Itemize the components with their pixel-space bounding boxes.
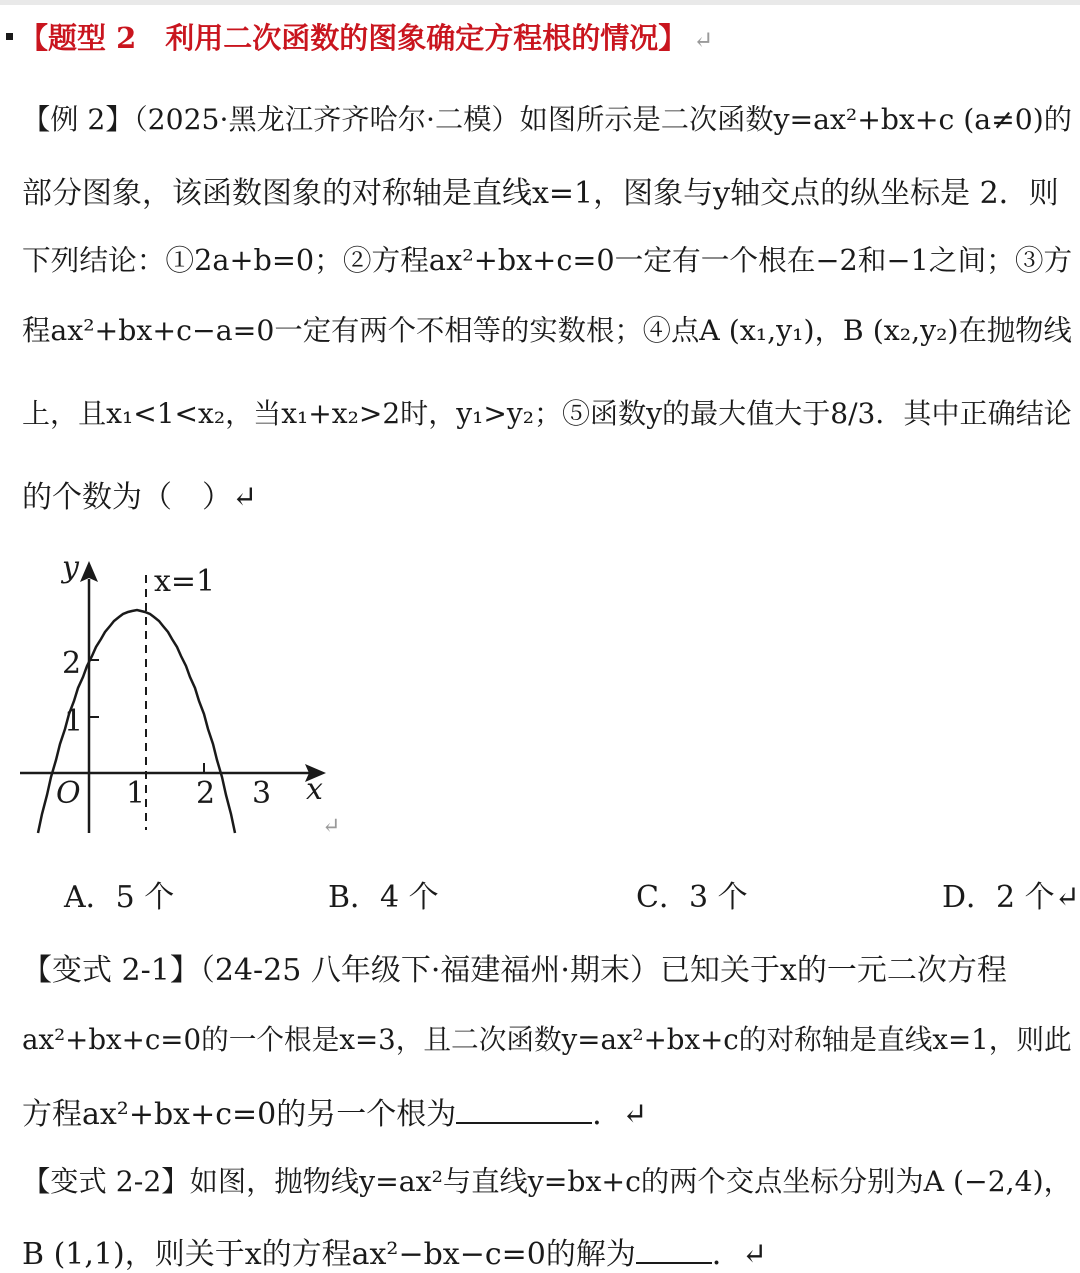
bullet-square-icon: [6, 33, 13, 40]
example-line-3: 下列结论：①2a+b=0；②方程ax²+bx+c=0一定有一个根在−2和−1之间；③方: [22, 243, 1073, 277]
top-border: [0, 0, 1080, 5]
variant-2-2-line-1: 【变式 2-2】如图，抛物线y=ax²与直线y=bx+c的两个交点坐标分别为A (−2,4)，: [22, 1165, 1072, 1198]
axis-of-symmetry-label: x=1: [154, 564, 216, 599]
section-heading: [6, 16, 713, 57]
example-line-2: 部分图象，该函数图象的对称轴是直线x=1，图象与y轴交点的纵坐标是 2．则: [22, 176, 1059, 211]
variant-2-2-line-2-end: ．↵: [711, 1237, 768, 1272]
option-d[interactable]: D．2 个↵: [942, 880, 1080, 915]
variant-2-1-line-1: 【变式 2-1】（24-25 八年级下·福建福州·期末）已知关于x的一元二次方程: [22, 953, 1007, 988]
y-axis-label: y: [62, 555, 79, 585]
example-line-6: 的个数为（ ）↵: [22, 480, 258, 515]
variant-2-2-line-2-text: B (1,1)，则关于x的方程ax²−bx−c=0的解为: [22, 1237, 636, 1272]
variant-2-1-line-3-end: ．↵: [592, 1097, 648, 1132]
x-tick-label-3: 3: [252, 776, 272, 811]
option-b[interactable]: B．4 个: [328, 880, 439, 915]
answer-blank-2-2[interactable]: [636, 1234, 712, 1264]
x-axis-label: x: [306, 772, 323, 807]
origin-label: O: [56, 776, 81, 811]
heading-text: 【题型 2 利用二次函数的图象确定方程根的情况】: [19, 21, 688, 55]
variant-2-2-line-2: [22, 1229, 767, 1273]
y-tick-label-2: 2: [62, 646, 82, 681]
y-axis-arrow-icon: [80, 561, 98, 582]
x-tick-label-1: 1: [126, 776, 146, 811]
variant-2-1-line-3: [22, 1089, 647, 1133]
variant-2-1-line-3-text: 方程ax²+bx+c=0的另一个根为: [22, 1097, 457, 1132]
y-tick-label-1: 1: [64, 704, 84, 739]
variant-2-1-line-2: ax²+bx+c=0的一个根是x=3，且二次函数y=ax²+bx+c的对称轴是直线x=1，则此: [22, 1023, 1072, 1056]
example-line-1: 【例 2】（2025·黑龙江齐齐哈尔·二模）如图所示是二次函数y=ax²+bx+c (a≠0)的: [22, 103, 1072, 136]
example-line-5: 上，且x₁<1<x₂，当x₁+x₂>2时，y₁>y₂；⑤函数y的最大值大于8/3．其中正确结论: [22, 397, 1072, 430]
option-a[interactable]: A．5 个: [64, 880, 175, 915]
option-c[interactable]: C．3 个: [636, 880, 748, 915]
graph-return-mark: ↵: [322, 814, 341, 839]
parabola-graph: [14, 555, 344, 855]
x-tick-label-2: 2: [196, 776, 216, 811]
heading-return-mark: ↵: [693, 26, 714, 54]
example-line-4: 程ax²+bx+c−a=0一定有两个不相等的实数根；④点A (x₁,y₁)，B (x₂,y₂)在抛物线: [22, 314, 1072, 347]
answer-blank-2-1[interactable]: [456, 1094, 592, 1124]
